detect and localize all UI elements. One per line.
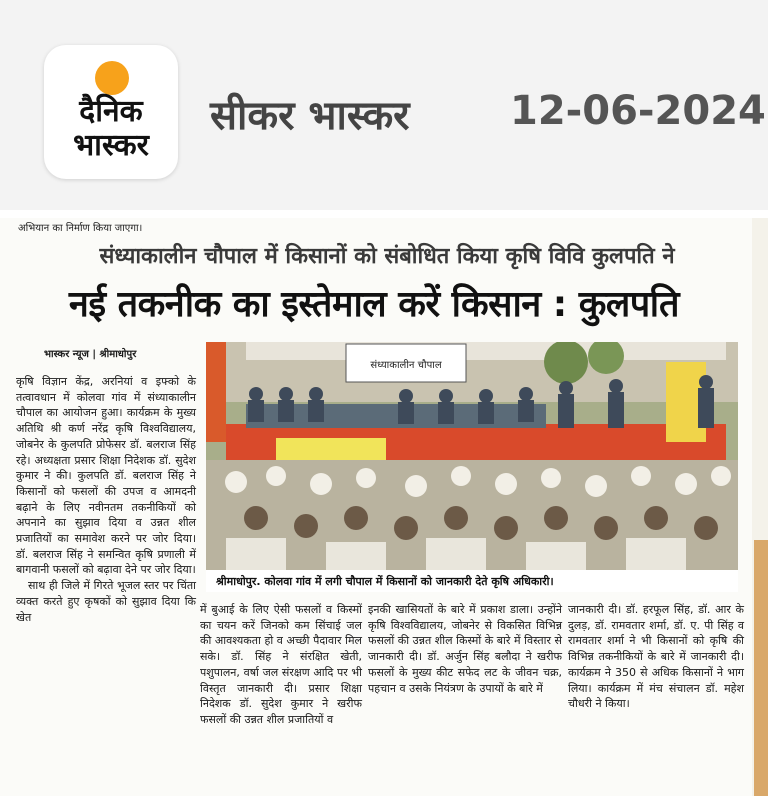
article-kicker: संध्याकालीन चौपाल में किसानों को संबोधित किया कृषि विवि कुलपति ने: [99, 244, 675, 269]
article-column-1: [16, 374, 196, 625]
chaupal-photo-illustration: [206, 342, 738, 570]
publication-date: 12-06-2024: [510, 88, 766, 134]
article-paragraph: इनकी खासियतों के बारे में प्रकाश डाला। उन्होंने कृषि विश्वविद्यालय, जोबनेर से विकसित विभिन्न फसलों की उन्नत शील किस्मों के बारे में विस्तार से जानकारी दी। डॉ. अर्जुन सिंह बलौदा ने खरीफ फसलों के मुख्य कीट सफेद लट के जीवन चक्र, पहचान व उसके नियंत्रण के उपायों के बारे में: [368, 603, 562, 695]
sun-icon: [95, 61, 129, 95]
photo-banner-text: संध्याकालीन चौपाल: [370, 360, 442, 371]
article-column-2: [200, 602, 362, 728]
article-paragraph: साथ ही जिले में गिरते भूजल स्तर पर चिंता व्यक्त करते हुए कृषकों को सुझाव दिया कि खेत: [16, 579, 196, 624]
logo-text-line2: भास्कर: [73, 128, 149, 163]
adjacent-ad-strip: [754, 540, 768, 796]
article-paragraph: कृषि विज्ञान केंद्र, अरनियां व इफ्को के तत्वावधान में कोलवा गांव में संध्याकालीन चौपाल का आयोजन हुआ। कार्यक्रम के मुख्य अतिथि श्री कर्ण नरेंद्र कृषि विश्वविद्यालय, जोबनेर के कुलपति प्रोफेसर डॉ. बलराज सिंह रहे। अध्यक्षता प्रसार शिक्षा निदेशक डॉ. सुदेश कुमार ने की। कुलपति डॉ. बलराज सिंह ने किसानों को फसलों की उपज व आमदनी बढ़ाने के लिए नवीनतम तकनीकियों को अपनाने का सुझाव दिया व उन्नत शील प्रजातियों का समावेश करने पर जोर दिया। डॉ. बलराज सिंह ने समन्वित कृषि प्रणाली में बागवानी फसलों को बढ़ावा देने पर जोर दिया।: [16, 375, 196, 577]
article-paragraph: में बुआई के लिए ऐसी फसलों व किस्मों का चयन करें जिनको कम सिंचाई जल की आवश्यकता हो व अच्छी पैदावार मिल सके। डॉ. सिंह ने संरक्षित खेती, पशुपालन, वर्षा जल संरक्षण आदि पर भी विस्तृत जानकारी दी। प्रसार शिक्षा निदेशक डॉ. सुदेश कुमार ने खरीफ फसलों की उन्नत शील प्रजातियों व: [200, 603, 362, 726]
logo-text-line1: दैनिक: [79, 94, 143, 129]
dainik-bhaskar-logo: [44, 45, 178, 179]
article-column-4: [568, 602, 744, 712]
article-column-3: [368, 602, 562, 696]
article-headline: नई तकनीक का इस्तेमाल करें किसान : कुलपति: [68, 284, 680, 325]
article-photo: [206, 342, 738, 570]
photo-caption: श्रीमाधोपुर. कोलवा गांव में लगी चौपाल में किसानों को जानकारी देते कृषि अधिकारी।: [206, 570, 738, 592]
article-byline: भास्कर न्यूज | श्रीमाधोपुर: [44, 349, 137, 360]
edition-title: सीकर भास्कर: [210, 93, 410, 139]
article-paragraph: जानकारी दी। डॉ. हरफूल सिंह, डॉ. आर के दुलड़, डॉ. रामवतार शर्मा, डॉ. ए. पी सिंह व रामवतार शर्मा ने भी किसानों को कृषि की विभिन्न तकनीकियों के बारे में जानकारी दी। कार्यक्रम ने 350 से अधिक किसानों ने भाग लिया। कार्यक्रम में मंच संचालन डॉ. महेश चौधरी ने किया।: [568, 603, 744, 711]
previous-article-fragment: अभियान का निर्माण किया जाएगा।: [18, 223, 143, 234]
